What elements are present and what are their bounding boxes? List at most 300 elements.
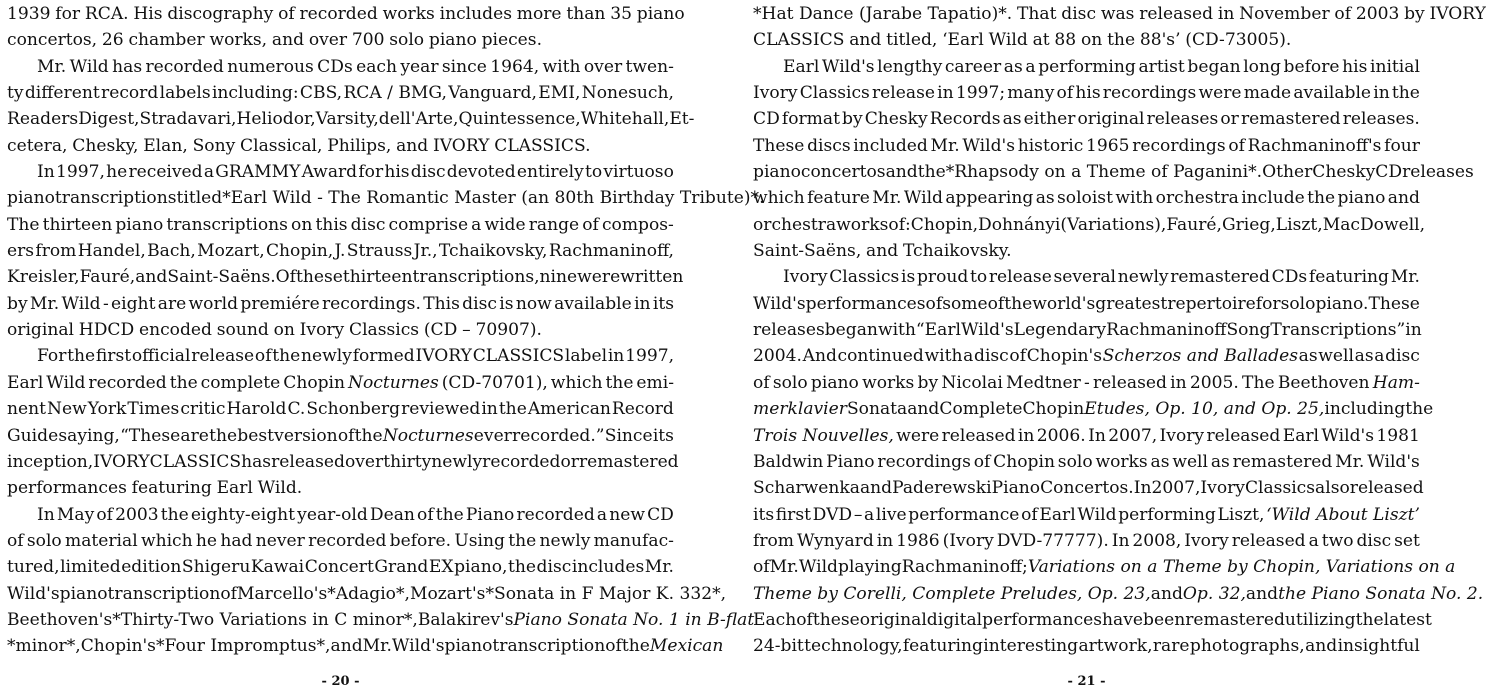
word: DVD [812,504,853,525]
word: of [753,557,770,578]
word: playing [838,557,902,578]
word: Chesky [864,109,928,130]
text-line [7,80,674,106]
word: for [358,162,384,183]
word: Dohnányi [978,214,1061,235]
word: 1964, [490,56,540,77]
word: Chopin [1022,399,1085,420]
word: Chopin [993,451,1055,472]
word: well [1172,451,1208,472]
word: recorded [299,4,378,24]
word: disc [1061,4,1097,24]
word: Fauré, [79,267,136,288]
page-number-right: - 21 - [1067,674,1106,689]
text-line [753,238,1420,264]
word: piano [59,583,108,604]
word: Ivory [1184,530,1229,551]
word: the [1004,293,1033,314]
word: remastered [1232,451,1333,472]
word: Schonberg [306,399,401,420]
word: 1986 [896,530,940,551]
text-line [753,106,1420,132]
word: and [1150,583,1183,604]
word: Wild's [960,320,1014,341]
text-line [7,633,724,659]
word: as [1002,109,1022,130]
word: in [1373,83,1390,104]
word: two [1321,530,1354,551]
word: Marcello's [236,583,328,604]
word: C. [287,399,306,420]
word: of [278,4,295,24]
word: ers [7,241,35,262]
word: 1981 [1376,425,1420,446]
word: twen- [625,56,674,77]
text-line [753,159,1474,185]
word: continued [837,346,924,367]
word: of [220,583,237,604]
word: best [237,425,274,446]
word: for [55,4,81,24]
word: In [1133,478,1152,499]
word: Ivory [753,83,798,104]
word: the [917,162,946,183]
word: the [354,425,383,446]
word: and [885,162,918,183]
word: Scherzos and Ballades [1102,346,1299,367]
word: transcriptions, [412,267,540,288]
word: Mr. [362,636,392,657]
word: reviewed [401,399,481,420]
word: world [188,293,239,314]
word: released [1231,530,1306,551]
word: release [191,346,255,367]
word: (CD-70701), [441,372,548,393]
word: Varsity, [315,109,379,130]
word: That [1017,4,1057,24]
word: official [131,346,191,367]
word: with [1115,188,1154,209]
word: 1939 [7,4,51,24]
word: Wild [1077,504,1117,525]
word: and [1245,583,1279,604]
word: IVORY [1429,4,1486,24]
word: year [400,56,439,77]
text-line [753,264,1420,290]
word: releases. [1342,109,1420,130]
word: Mr. [1390,267,1420,288]
word: some [942,293,988,314]
word: released [941,425,1016,446]
word: 26 [101,30,124,51]
word: photographs, [1189,636,1305,657]
word: ty [7,83,24,104]
word: edition [121,557,182,578]
word: *Hat Dance (Jarabe Tapatio)*. [753,4,1013,24]
word: featuring [1308,267,1389,288]
word: are [157,293,187,314]
word: Times [127,399,180,420]
word: Earl [1282,425,1320,446]
word: piano [753,162,801,183]
word: the [1307,188,1336,209]
word: first [95,346,132,367]
word: featuring [131,478,212,499]
word: Transcriptions” [1270,320,1406,341]
word: Strauss [346,241,413,262]
word: Piano [991,478,1041,499]
word: either [1023,109,1076,130]
word: Chopin's [1026,346,1102,367]
word: released [1093,372,1167,393]
word: Tchaikovsky. [902,241,1012,262]
word: a [203,162,215,183]
word: of [753,372,770,393]
word: on [273,320,295,341]
text-line [7,528,674,554]
word: 70907). [475,320,542,341]
text-line [753,449,1420,475]
word: world's [1032,293,1096,314]
word: Heliodor, [236,109,316,130]
word: discs [807,135,851,156]
word: rare [1152,636,1190,657]
word: the [1391,83,1420,104]
word: Etudes, Op. 10, and Op. 25, [1084,399,1325,420]
word: the [1405,399,1434,420]
text-line [7,238,674,264]
word: piano, [454,557,508,578]
word: and [859,478,893,499]
word: Tchaikovsky, [438,241,548,262]
word: concertos [800,162,886,183]
word: recordings. [322,293,421,314]
word: Wild's [391,636,445,657]
word: in [1217,4,1235,24]
word: released [1139,4,1214,24]
word: the [1355,609,1384,630]
text-line [753,502,1420,528]
text-line [7,27,674,53]
text-line [753,27,1420,53]
word: Stradavari, [139,109,237,130]
word: Classical, [240,135,323,156]
word: (CD [423,320,458,341]
word: Op. 32, [1182,583,1246,604]
word: Liszt, [1217,504,1265,525]
word: orchestra [1155,188,1239,209]
word: inception, [7,451,94,472]
word: ‘Earl [942,30,984,51]
text-line [7,133,674,159]
word: with [877,320,916,341]
word: Kawai [250,557,305,578]
word: Piano [826,451,875,472]
word: Classics [348,320,420,341]
text-line [753,317,1420,343]
word: had [220,530,253,551]
word: has [241,451,272,472]
text-line [7,554,674,580]
word: New [47,399,87,420]
word: ever [473,425,512,446]
word: 1965 [1086,135,1130,156]
word: numerous [227,56,314,77]
word: the Piano Sonata No. 2. [1278,583,1484,604]
word: and [396,135,429,156]
word: IVORY [93,451,150,472]
word: Earl [783,56,820,77]
word: was [1100,4,1135,24]
text-line [753,396,1434,422]
word: Ham- [1372,372,1420,393]
word: J. [334,241,346,262]
word: Wild's [753,293,806,314]
text-line [7,264,684,290]
word: Quintessence, [458,109,581,130]
word: (Ivory [942,530,994,551]
word: Sonata [846,399,908,420]
word: Balakirev's [417,609,514,630]
word: were [1198,83,1242,104]
word: a [963,346,974,367]
word: from [753,530,794,551]
word: these [812,609,860,630]
word: Award [301,162,358,183]
word: Chopin's [80,636,156,657]
text-line [7,343,674,369]
word: encoded [138,320,212,341]
word: artist [1138,56,1185,77]
text-line [7,54,674,80]
text-line [7,1,685,27]
word: The [7,214,40,235]
word: of [417,504,434,525]
word: Legendary [1013,320,1107,341]
word: by [1404,4,1425,24]
word: and [1387,188,1420,209]
word: each [356,56,397,77]
word: its [753,504,775,525]
word: Grand [374,557,429,578]
word: Wild's [1367,451,1420,472]
word: Wild's [962,135,1016,156]
word: “These [120,425,181,446]
word: never [255,530,305,551]
word: disc [462,293,497,314]
word: its [652,425,674,446]
word: several [1053,267,1116,288]
word: CDs [317,56,353,77]
word: American [527,399,611,420]
word: over [344,451,384,472]
word: Mozart's [409,583,486,604]
word: piano [1337,188,1386,209]
word: Mr. [1335,451,1365,472]
left-page [7,0,765,692]
word: Paderewski [892,478,992,499]
text-line [753,291,1420,317]
word: which [550,372,603,393]
word: And [802,346,837,367]
word: Record [611,399,674,420]
word: Classics [1244,478,1316,499]
word: or [1220,109,1239,130]
word: in [481,399,498,420]
word: record [101,83,159,104]
word: CLASSICS [472,346,565,367]
word: wide [484,214,526,235]
word: and [866,241,899,262]
word: thirteen [342,267,413,288]
word: of: [888,214,911,235]
word: - [102,293,109,314]
word: Chopin, [265,241,334,262]
word: critic [180,399,226,420]
word: compos- [601,214,674,235]
word: eight [111,293,156,314]
word: GRAMMY [215,162,301,183]
word: to [584,162,603,183]
text-line [7,581,727,607]
word: included [853,135,928,156]
word: performances [982,609,1103,630]
word: Classics [829,267,900,288]
word: a [864,504,875,525]
word: includes [439,4,512,24]
word: of [1056,83,1074,104]
text-line [7,396,674,422]
word: first [775,504,811,525]
word: recorded [482,451,561,472]
word: including [1324,399,1406,420]
word: received [128,162,203,183]
word: Nocturnes [348,372,439,393]
word: 2007, [1151,478,1201,499]
word: dell'Arte, [378,109,459,130]
word: Beethoven [1277,372,1370,393]
word: solo [772,372,808,393]
word: Scharwenka [753,478,860,499]
word: Kreisler, [7,267,80,288]
word: titled [176,188,223,209]
text-line [753,343,1420,369]
text-line [753,80,1420,106]
word: Wild's [7,583,60,604]
word: (Variations), [1060,214,1167,235]
word: 88 [1054,30,1077,51]
word: comprise [388,214,469,235]
word: 2004. [753,346,802,367]
word: Mr. [29,293,60,314]
word: Wild [798,557,839,578]
word: His [133,4,163,24]
word: of [1021,504,1038,525]
word: as [1298,346,1318,367]
word: Classics [799,83,870,104]
word: have [1102,609,1144,630]
word: Wild [61,293,101,314]
word: - [1084,372,1090,393]
word: before [1283,56,1340,77]
word: release [988,267,1052,288]
word: long [1243,56,1281,77]
word: Chesky, [72,135,139,156]
word: Concertos. [1040,478,1134,499]
word: the [160,504,189,525]
word: Using [454,530,505,551]
word: Wild's [1321,425,1375,446]
text-line [753,185,1420,211]
word: Vanguard, [448,83,537,104]
word: piano [444,636,493,657]
word: includes [571,557,645,578]
word: Mr. [872,188,902,209]
word: Each [753,609,797,630]
word: Nicolai [941,372,1003,393]
word: in [1405,320,1422,341]
word: many [1007,83,1055,104]
word: made [1243,83,1292,104]
word: 24-bit [753,636,804,657]
word: than [566,4,606,24]
word: piano. [1315,293,1369,314]
word: range [528,214,580,235]
word: works [862,372,915,393]
word: Chopin [283,372,346,393]
word: in [1170,372,1187,393]
word: four [1384,135,1420,156]
text-line [7,106,695,132]
word: and [1305,636,1338,657]
word: more [516,4,562,24]
word: recordings [1102,83,1197,104]
word: solo [389,30,425,51]
word: original [859,609,927,630]
word: Chesky [1312,162,1376,183]
word: feature [807,188,870,209]
word: and [271,30,305,51]
word: remastered [578,451,679,472]
word: historic [1017,135,1084,156]
text-line [753,554,1456,580]
word: original [1077,109,1145,130]
text-line [7,212,674,238]
word: transcriptions [54,188,177,209]
text-line [7,291,674,317]
word: a [1374,346,1385,367]
word: is [901,267,916,288]
word: a [596,504,608,525]
word: virtuoso [603,162,674,183]
word: Nonesuch, [581,83,674,104]
word: in [937,83,954,104]
word: Harold [226,399,287,420]
text-line [7,607,755,633]
word: May [56,504,95,525]
word: began [824,320,878,341]
word: initial [1369,56,1420,77]
word: over [583,56,623,77]
word: Song [1226,320,1271,341]
word: Rachmaninoff [1106,320,1227,341]
word: labels [159,83,211,104]
word: recorded [308,530,387,551]
word: Shigeru [181,557,251,578]
word: now [515,293,552,314]
word: Fauré, [1166,214,1222,235]
word: and [135,267,168,288]
